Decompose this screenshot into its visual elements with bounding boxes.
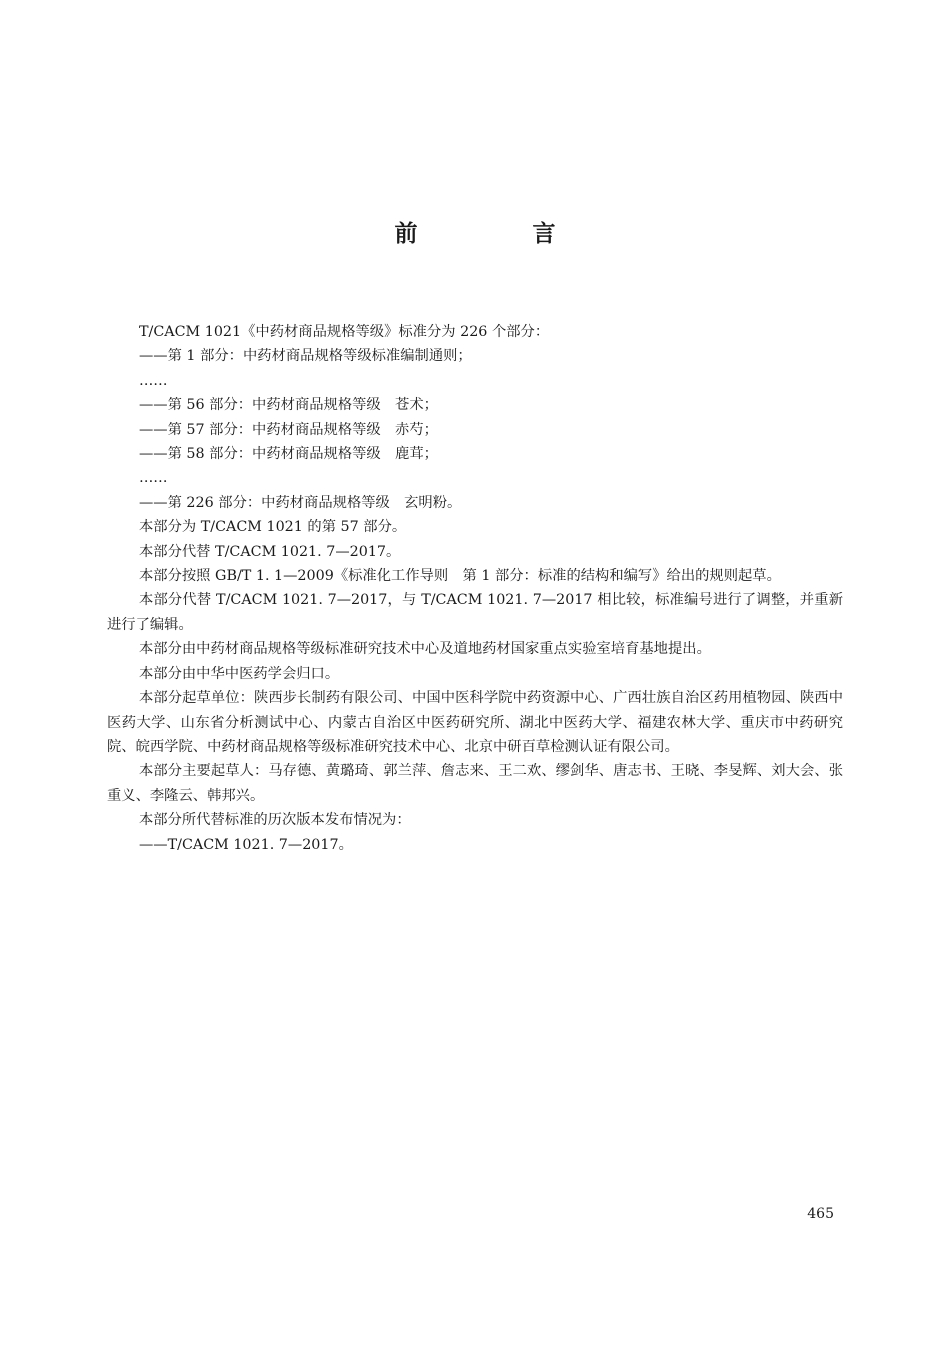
paragraph-drafters: 本部分主要起草人：马存德、黄璐琦、郭兰萍、詹志来、王二欢、缪剑华、唐志书、王晓、李旻辉、刘大会、张重义、李隆云、韩邦兴。 <box>107 763 843 804</box>
paragraph-replaces: 本部分代替 T/CACM 1021. 7—2017。 <box>139 543 401 560</box>
paragraph-changes: 本部分代替 T/CACM 1021. 7—2017，与 T/CACM 1021. 7—2017 相比较，标准编号进行了调整，并重新进行了编辑。 <box>107 592 843 633</box>
paragraph-scope: T/CACM 1021《中药材商品规格等级》标准分为 226 个部分： <box>139 324 550 340</box>
list-item-part-57: ——第 57 部分：中药材商品规格等级 赤芍； <box>139 421 438 438</box>
paragraph-drafting-rules: 本部分按照 GB/T 1. 1—2009《标准化工作导则 第 1 部分：标准的结构和编写》给出的规则起草。 <box>139 568 781 585</box>
page-title: 前 言 <box>394 221 602 247</box>
foreword-body <box>107 320 843 857</box>
page-number: 465 <box>807 1206 834 1222</box>
list-item-part-1: ——第 1 部分：中药材商品规格等级标准编制通则； <box>139 348 472 365</box>
paragraph-centralized-by: 本部分由中华中医药学会归口。 <box>139 665 340 682</box>
ellipsis: …… <box>139 372 168 389</box>
list-item-part-226: ——第 226 部分：中药材商品规格等级 玄明粉。 <box>139 494 462 511</box>
paragraph-proposed-by: 本部分由中药材商品规格等级标准研究技术中心及道地药材国家重点实验室培育基地提出。 <box>139 641 711 658</box>
list-item-previous-edition: ——T/CACM 1021. 7—2017。 <box>139 836 353 853</box>
paragraph-part-number: 本部分为 T/CACM 1021 的第 57 部分。 <box>139 519 407 536</box>
paragraph-drafting-units: 本部分起草单位：陕西步长制药有限公司、中国中医科学院中药资源中心、广西壮族自治区药用植物园、陕西中医药大学、山东省分析测试中心、内蒙古自治区中医药研究所、湖北中医药大学、福建农林大学、重庆市中药研究院、皖西学院、中药材商品规格等级标准研究技术中心、北京中研百草检测认证有限公司。 <box>107 690 843 755</box>
list-item-part-56: ——第 56 部分：中药材商品规格等级 苍术； <box>139 397 438 414</box>
paragraph-previous-editions: 本部分所代替标准的历次版本发布情况为： <box>139 812 411 829</box>
list-item-part-58: ——第 58 部分：中药材商品规格等级 鹿茸； <box>139 446 438 463</box>
ellipsis: …… <box>139 470 168 487</box>
